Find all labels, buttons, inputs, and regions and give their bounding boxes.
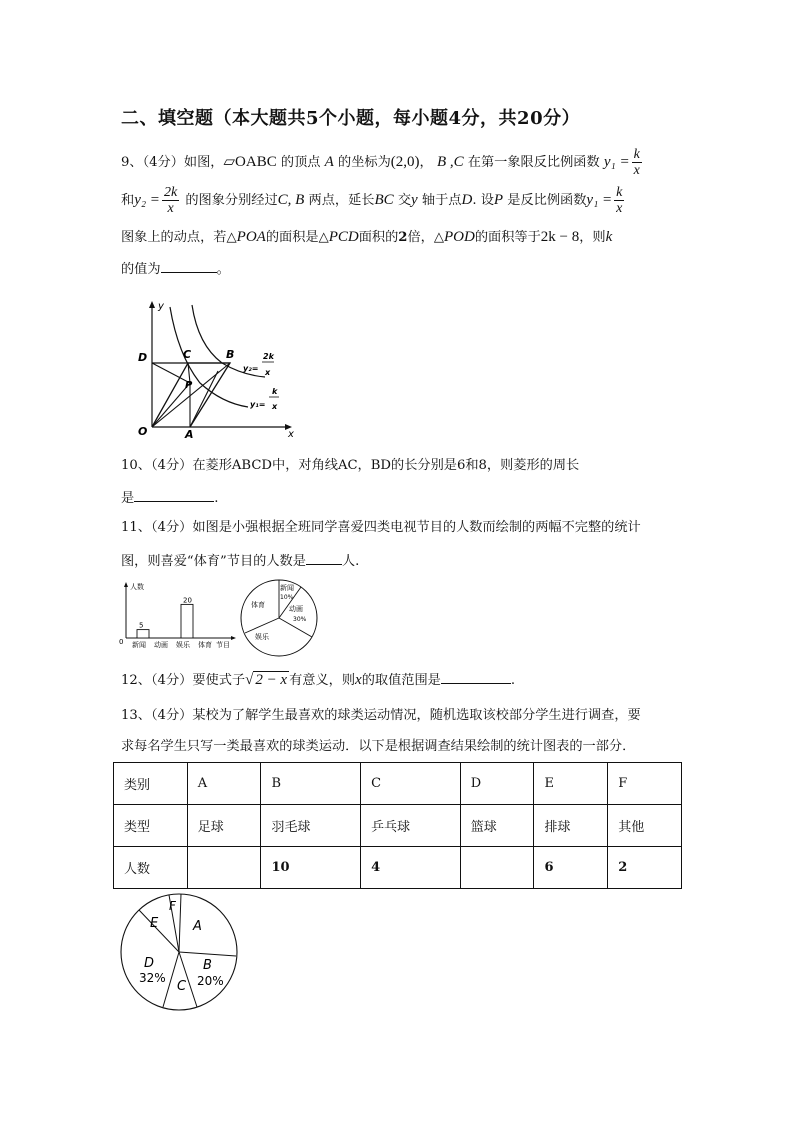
q9-frac-num: k [616, 185, 623, 200]
table-cell: 2 [608, 847, 682, 889]
pie13-label-a: A [193, 919, 202, 934]
q13-line-2: 求每名学生只写一类最喜欢的球类运动．以下是根据调查结果绘制的统计图表的一部分． [121, 739, 636, 754]
q12-x: x [355, 672, 362, 688]
q9-text: 面积的 [358, 230, 399, 245]
q9-text: ，则 [579, 230, 606, 245]
q9-text: 和 [121, 193, 135, 208]
q9-text: 。 [216, 262, 230, 277]
bar-value-label: 20 [183, 596, 192, 605]
q11-text: 图，则喜爱“体育”节目的人数是 [121, 554, 306, 569]
q12-line [121, 669, 515, 691]
label-p: P [185, 380, 193, 391]
bar-x-label: 节目 [216, 641, 230, 649]
table-cell: A [187, 763, 261, 805]
q12-text: 有意义，则 [289, 673, 356, 688]
label-y1-den: x [272, 402, 278, 411]
q9-text: 在第一象限反比例函数 [463, 155, 600, 170]
q10-answer-blank[interactable] [134, 487, 214, 502]
pie13-label-e: E [150, 916, 159, 931]
q9-text: 的面积是△ [265, 230, 329, 245]
pie11-label-news: 新闻 [280, 584, 294, 592]
label-o: O [138, 425, 148, 438]
q9-figure [130, 295, 310, 440]
pie13-pct-d: 32% [139, 971, 166, 985]
q9-point-p: P [493, 192, 504, 208]
q9-line-3 [121, 227, 612, 248]
table-cell: 10 [261, 847, 361, 889]
q9-triangle-pod: POD [444, 229, 475, 245]
pie11-pct-news: 10% [280, 594, 294, 601]
q9-frac-num: 2k [163, 185, 178, 200]
q9-points-cb: C, B [277, 192, 305, 208]
table-cell: F [608, 763, 682, 805]
table-cell: B [261, 763, 361, 805]
bar-y-label: 人数 [130, 583, 144, 591]
q11-line-2 [121, 550, 359, 572]
bar-category-label: 新闻 [132, 641, 146, 649]
label-y2-den: x [265, 368, 271, 377]
table-cell [187, 847, 261, 889]
q9-text: 图象上的动点，若△ [121, 230, 237, 245]
bar-zero: 0 [119, 638, 124, 646]
q9-text: . 设 [472, 193, 494, 208]
q9-point-a: A [324, 154, 334, 170]
q11-line-1: 11、（4分）如图是小强根据全班同学喜爱四类电视节目的人数而绘制的两幅不完整的统计 [121, 520, 641, 535]
q9-y1: y₁ = [603, 154, 630, 170]
q9-text: 的坐标为 [333, 155, 391, 170]
label-y1-num: k [272, 387, 278, 396]
label-y-axis: y [158, 301, 164, 312]
table-cell: 类型 [114, 805, 188, 847]
table-cell: 排球 [534, 805, 608, 847]
label-c: C [183, 348, 192, 361]
pie13-label-f: F [169, 899, 176, 913]
q9-k: k [605, 229, 613, 245]
q13-pie-chart [117, 890, 241, 1014]
q9-point-d: D [461, 192, 473, 208]
q9-triangle-poa: POA [236, 229, 266, 245]
segment-a-curve [190, 371, 218, 427]
q11-answer-blank[interactable] [306, 550, 342, 565]
bar-x-arrow [231, 636, 236, 640]
q9-text: 轴于点 [417, 193, 462, 208]
q9-triangle-pcd: PCD [328, 229, 359, 245]
table-cell: D [460, 763, 534, 805]
q9-frac-den: x [616, 201, 623, 216]
q10-line-1: 10、（4分）在菱形ABCD中，对角线AC，BD的长分别是6和8，则菱形的周长 [121, 458, 580, 473]
q9-expr: 2k − 8 [540, 229, 580, 245]
bar-series [132, 596, 212, 649]
label-b: B [226, 348, 235, 361]
q9-answer-blank[interactable] [161, 258, 217, 273]
table-cell [460, 847, 534, 889]
q9-line-2 [121, 185, 626, 216]
table-row [114, 847, 682, 889]
table-row [114, 805, 682, 847]
q9-line-4 [121, 258, 230, 280]
y-axis-arrow [149, 301, 155, 308]
q12-answer-blank[interactable] [441, 669, 511, 684]
label-d: D [138, 351, 148, 364]
q9-text: 的面积等于 [474, 230, 541, 245]
q10-line-2 [121, 487, 218, 509]
bar-category-label: 体育 [198, 641, 212, 649]
q12-text: 的取值范围是 [361, 673, 441, 688]
table-cell: 人数 [114, 847, 188, 889]
label-a: A [185, 428, 194, 440]
q9-text: 是反比例函数 [503, 193, 587, 208]
q9-line-1 [121, 147, 644, 178]
q10-text: 是 [121, 491, 135, 506]
table-cell: 类别 [114, 763, 188, 805]
bar-新闻 [137, 630, 149, 638]
q9-parallelogram: ▱OABC [223, 154, 277, 170]
q12-text: . [510, 673, 516, 688]
table-row [114, 763, 682, 805]
q11-text: 人. [341, 554, 360, 569]
q9-frac-den: x [633, 163, 640, 178]
table-cell: E [534, 763, 608, 805]
pie11-label-sports: 体育 [251, 601, 265, 609]
bar-category-label: 娱乐 [176, 641, 190, 649]
table-cell: 其他 [608, 805, 682, 847]
table-cell: 篮球 [460, 805, 534, 847]
pie13-pct-b: 20% [197, 974, 224, 988]
table-cell: 6 [534, 847, 608, 889]
q9-y-axis: y [411, 192, 418, 208]
q9-frac-den: x [167, 201, 174, 216]
q11-pie-chart [238, 577, 322, 659]
q9-coord: (2,0) [390, 154, 420, 170]
table-cell: 4 [361, 847, 461, 889]
q9-text: 的顶点 [276, 155, 325, 170]
table-cell: 乒乓球 [361, 805, 461, 847]
q10-text: . [214, 491, 219, 506]
q11-bar-chart [116, 580, 240, 652]
table-cell: 足球 [187, 805, 261, 847]
label-y1: y₁= [250, 400, 266, 409]
q9-points-bc: B ,C [436, 154, 464, 170]
bar-娱乐 [181, 604, 193, 638]
pie11-pct-anim: 30% [293, 616, 307, 623]
pie11-label-ent: 娱乐 [255, 633, 269, 641]
q13-line-1: 13、（4分）某校为了解学生最喜欢的球类运动情况，随机选取该校部分学生进行调查，要 [121, 708, 641, 723]
pie13-label-c: C [177, 979, 187, 994]
pie13-label-b: B [203, 958, 212, 973]
pie11-label-anim: 动画 [289, 605, 303, 613]
q12-text: 12、（4分）要使式子 [121, 673, 246, 688]
table-cell: 羽毛球 [261, 805, 361, 847]
bar-category-label: 动画 [154, 641, 168, 649]
segment-ob [152, 363, 230, 427]
table-cell: C [361, 763, 461, 805]
q12-sqrt: √ 2 − x [245, 672, 288, 688]
q9-label: 9、（4分）如图， [121, 155, 224, 170]
q9-text: 两点，延长 [304, 193, 375, 208]
section-title: 二、填空题（本大题共5个小题，每小题4分，共20分） [121, 108, 581, 129]
q13-table [113, 762, 682, 889]
bar-y-arrow [124, 582, 128, 587]
label-y2: y₂= [243, 364, 259, 373]
label-x-axis: x [288, 429, 294, 440]
bar-value-label: 5 [139, 621, 144, 630]
q9-two: 2 [398, 230, 408, 245]
pie13-label-d: D [144, 956, 155, 971]
q9-line-bc: BC [374, 192, 394, 208]
q9-frac-num: k [633, 147, 640, 162]
q9-y1: y₁ = [586, 192, 613, 208]
label-y2-num: 2k [263, 352, 274, 361]
q9-text: ， [419, 155, 433, 170]
q9-text: 交 [393, 193, 412, 208]
q9-y2: y₂ = [134, 192, 160, 208]
q9-text: 倍，△ [407, 230, 445, 245]
q9-text: 的值为 [121, 262, 161, 277]
q12-radicand: 2 − x [255, 672, 288, 688]
q9-text: 的图象分别经过 [181, 193, 278, 208]
